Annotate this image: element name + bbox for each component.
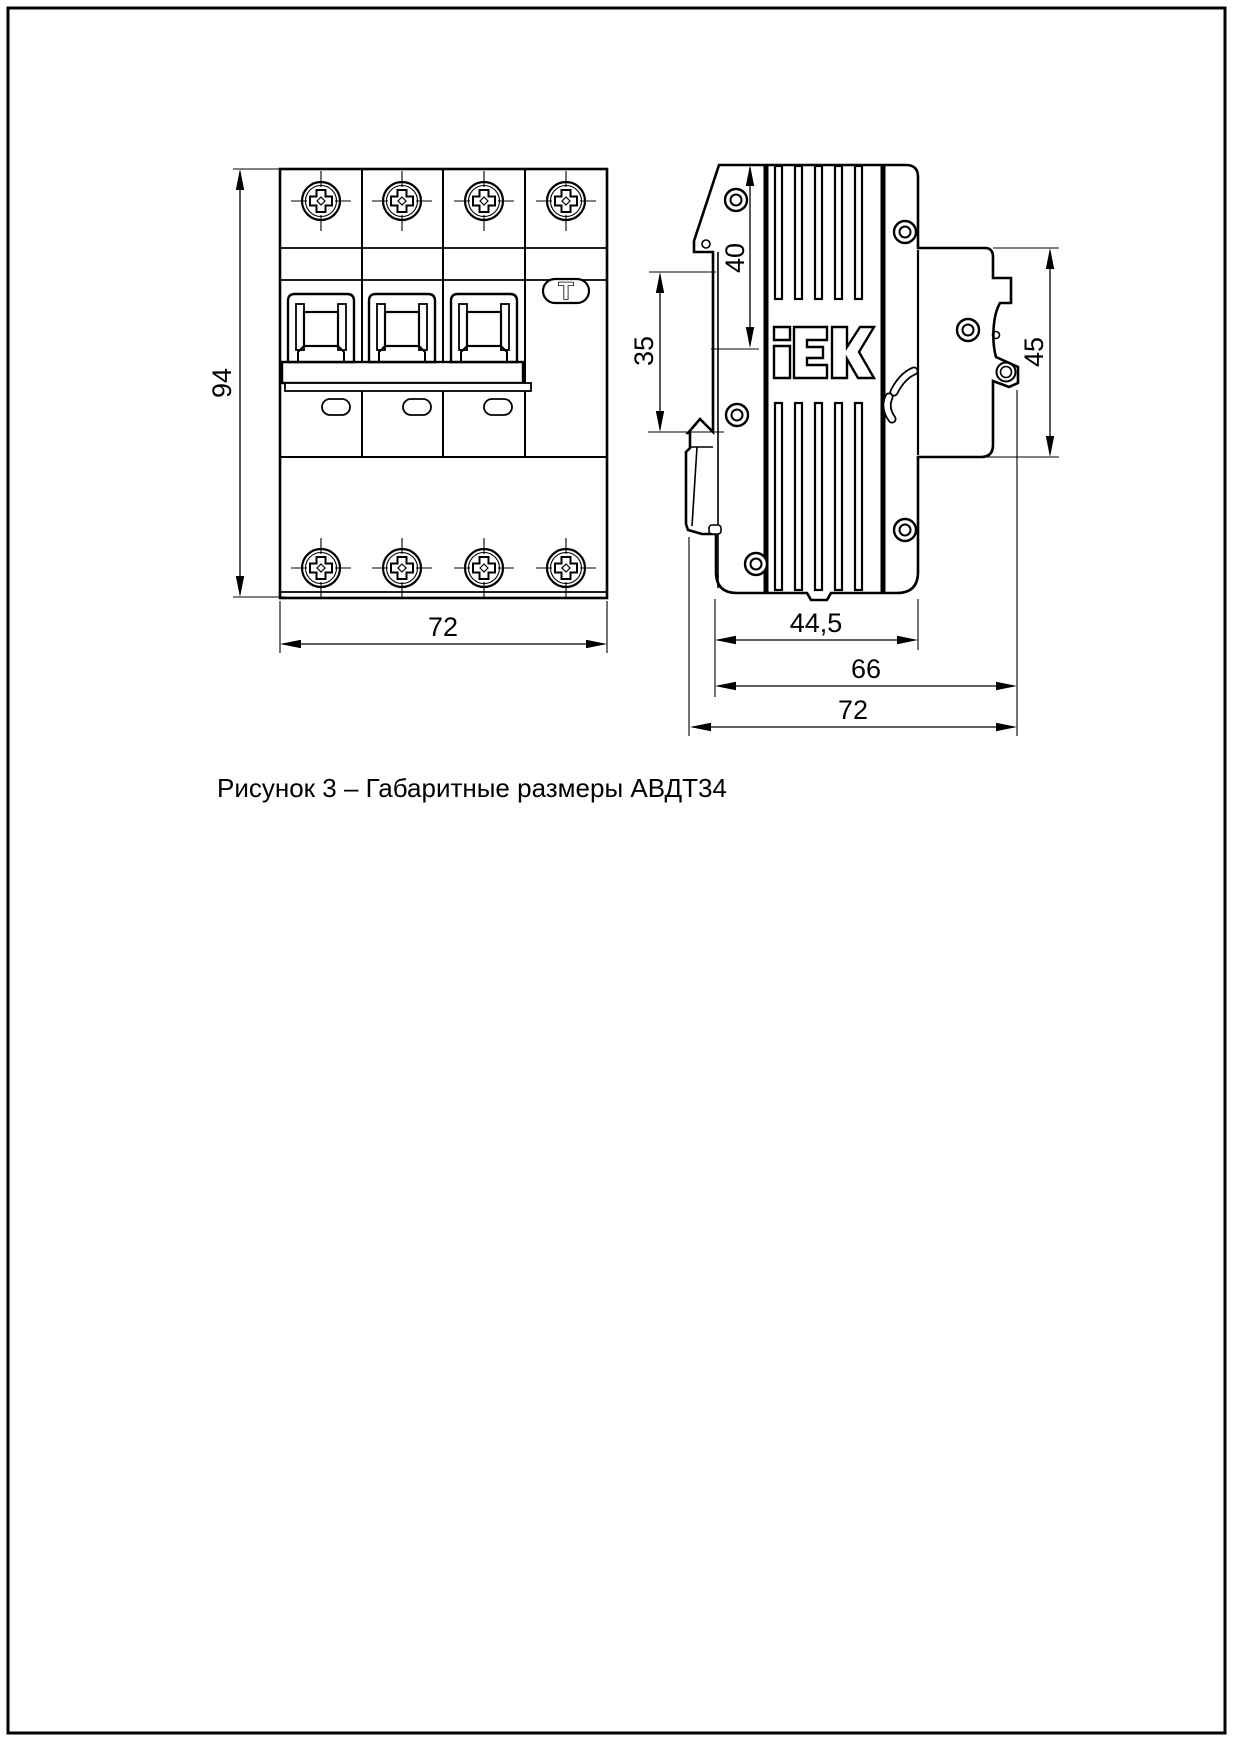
vent-slot bbox=[855, 166, 862, 299]
rivet-icon bbox=[726, 404, 748, 426]
arrow-left-icon bbox=[280, 640, 301, 648]
arrow-right-icon bbox=[586, 640, 607, 648]
arrow-left-icon bbox=[690, 723, 711, 731]
rivet-icon bbox=[745, 553, 767, 575]
test-window bbox=[322, 399, 350, 415]
dimension-44-5 bbox=[715, 599, 918, 697]
dim-label-94: 94 bbox=[207, 367, 237, 399]
vent-slot bbox=[815, 166, 822, 299]
arrow-up-icon bbox=[656, 272, 664, 293]
test-button bbox=[543, 278, 589, 305]
dim-label-72-front: 72 bbox=[427, 612, 459, 642]
vent-slot bbox=[775, 403, 782, 590]
page-border bbox=[8, 8, 1225, 1733]
toggle-handle bbox=[369, 294, 435, 362]
vent-slot bbox=[795, 403, 802, 590]
arrow-right-icon bbox=[996, 682, 1017, 690]
dimension-94 bbox=[207, 169, 287, 597]
rivet-icon bbox=[894, 221, 916, 243]
arrow-left-icon bbox=[715, 682, 736, 690]
vent-slot bbox=[775, 166, 782, 299]
arrow-down-icon bbox=[656, 411, 664, 432]
test-window bbox=[403, 399, 431, 415]
dim-label-45: 45 bbox=[1019, 336, 1049, 368]
toggle-handle bbox=[451, 294, 517, 362]
arrow-right-icon bbox=[996, 723, 1017, 731]
dimension-72-front bbox=[280, 601, 607, 653]
toggle-crossbar bbox=[282, 362, 523, 383]
logo-letter-i bbox=[774, 346, 790, 378]
vent-slot bbox=[815, 403, 822, 590]
vent-slot bbox=[855, 403, 862, 590]
test-button-label: T bbox=[558, 278, 574, 305]
test-window bbox=[484, 399, 512, 415]
dim-label-44-5: 44,5 bbox=[789, 608, 843, 638]
front-view bbox=[280, 169, 607, 598]
dim-label-72-side: 72 bbox=[837, 695, 869, 725]
vent-slot bbox=[835, 166, 842, 299]
dimension-35 bbox=[629, 272, 724, 432]
din-clip-nub bbox=[709, 525, 721, 534]
rivet-icon bbox=[894, 519, 916, 541]
side-view bbox=[686, 165, 1018, 600]
arrow-right-icon bbox=[897, 636, 918, 644]
iek-logo bbox=[774, 327, 874, 378]
arrow-down-icon bbox=[236, 576, 244, 597]
vent-slot bbox=[795, 166, 802, 299]
vent-slot bbox=[835, 403, 842, 590]
side-outline bbox=[686, 165, 1018, 600]
toggle-handle bbox=[288, 294, 354, 362]
logo-letter-i-dot bbox=[774, 327, 790, 340]
figure-caption: Рисунок 3 – Габаритные размеры АВДТ34 bbox=[217, 773, 727, 803]
arrow-left-icon bbox=[715, 636, 736, 644]
rivet-icon bbox=[957, 319, 979, 341]
dim-label-35: 35 bbox=[629, 335, 659, 367]
arrow-up-icon bbox=[1046, 248, 1054, 269]
arrow-up-icon bbox=[236, 169, 244, 190]
arrow-down-icon bbox=[1046, 436, 1054, 457]
logo-letter-e bbox=[794, 327, 827, 378]
toggle-crossbar-lip bbox=[285, 383, 531, 391]
rivet-icon bbox=[725, 189, 747, 211]
dim-label-66: 66 bbox=[850, 654, 882, 684]
dim-label-40: 40 bbox=[720, 242, 750, 274]
